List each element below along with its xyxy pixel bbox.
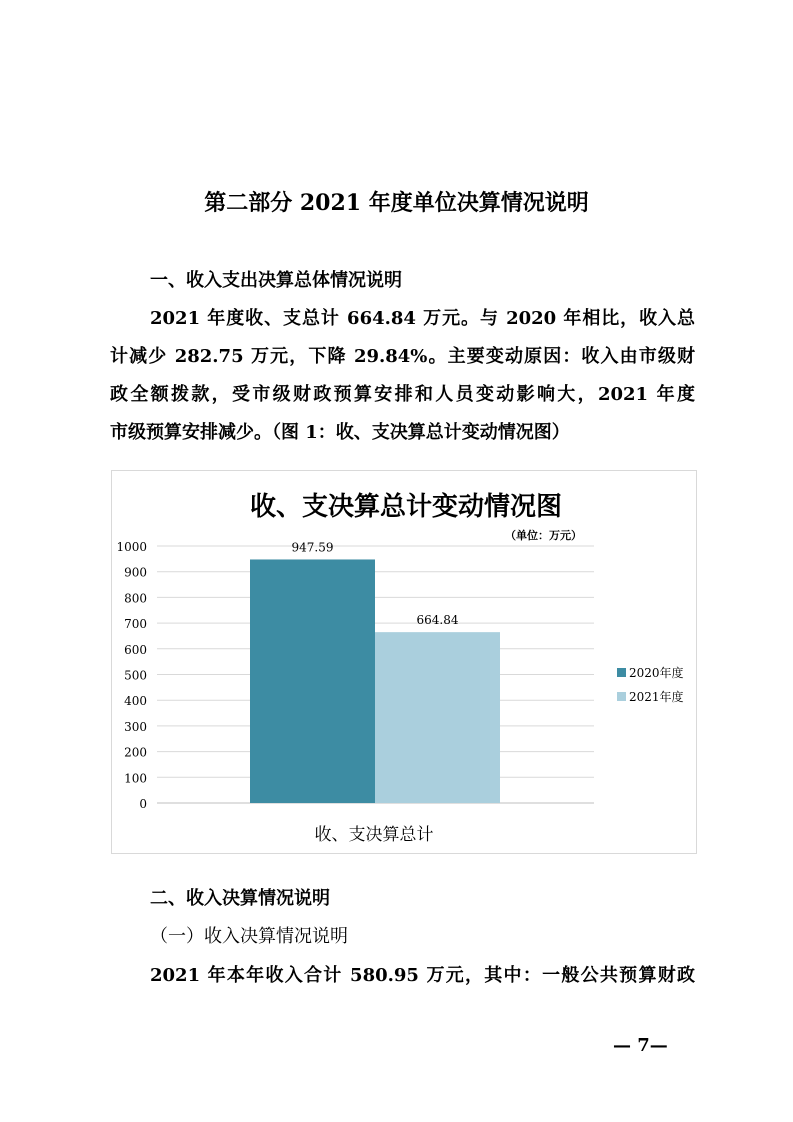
section-heading-1: 一、收入支出决算总体情况说明 xyxy=(150,270,402,291)
y-tick-label: 200 xyxy=(124,745,147,760)
bar-2 xyxy=(375,632,500,803)
data-label-2: 664.84 xyxy=(416,613,459,628)
paragraph-line-3: 政全额拨款，受市级财政预算安排和人员变动影响大，2021 年度 xyxy=(110,384,695,405)
data-label-1: 947.59 xyxy=(291,540,334,555)
chart-frame xyxy=(111,470,697,854)
y-tick-label: 900 xyxy=(124,565,147,580)
subsection-heading: （一）收入决算情况说明 xyxy=(150,926,348,947)
legend-swatch-2 xyxy=(617,692,626,701)
section-heading-2: 二、收入决算情况说明 xyxy=(150,888,330,909)
y-tick-label: 0 xyxy=(139,797,147,811)
chart-unit-note: （单位：万元） xyxy=(505,529,582,542)
chart-title: 收、支决算总计变动情况图 xyxy=(249,492,563,522)
y-tick-label: 700 xyxy=(124,617,147,632)
y-tick-label: 400 xyxy=(124,694,147,709)
paragraph-line-2: 计减少 282.75 万元，下降 29.84%。主要变动原因：收入由市级财 xyxy=(110,346,695,367)
legend-label-2: 2021年度 xyxy=(629,690,684,704)
legend-swatch-1 xyxy=(617,668,626,677)
paragraph-line-5: 2021 年本年收入合计 580.95 万元，其中：一般公共预算财政 xyxy=(150,965,695,986)
y-tick-label: 100 xyxy=(124,771,147,786)
bar-1 xyxy=(250,559,375,803)
y-tick-label: 800 xyxy=(124,591,147,606)
y-tick-label: 1000 xyxy=(116,540,147,554)
page-number: — 7— xyxy=(613,1035,668,1056)
paragraph-line-1: 2021 年度收、支总计 664.84 万元。与 2020 年相比，收入总 xyxy=(150,308,695,329)
legend-label-1: 2020年度 xyxy=(629,666,684,680)
page-title: 第二部分 2021 年度单位决算情况说明 xyxy=(204,190,589,216)
x-category-label: 收、支决算总计 xyxy=(314,825,434,845)
paragraph-line-4: 市级预算安排减少。（图 1：收、支决算总计变动情况图） xyxy=(110,422,570,443)
y-tick-label: 500 xyxy=(124,668,147,683)
y-tick-label: 300 xyxy=(124,719,147,734)
y-tick-label: 600 xyxy=(124,642,147,657)
bar-chart xyxy=(112,471,698,855)
